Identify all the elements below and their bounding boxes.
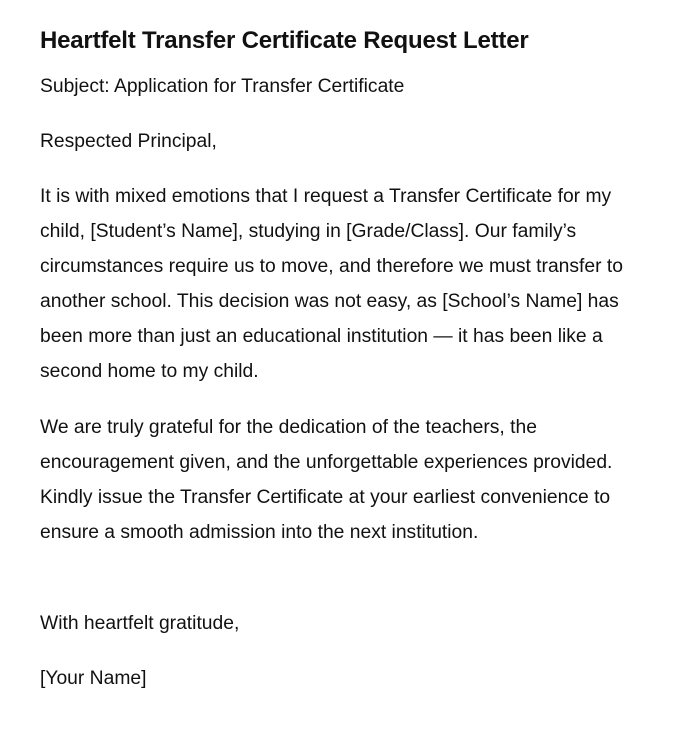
letter-closing: With heartfelt gratitude,	[40, 613, 240, 634]
letter-greeting: Respected Principal,	[40, 131, 217, 152]
letter-body-paragraph: It is with mixed emotions that I request a Transfer Certificate for my child, [Student’s Name], studying in [Grade/Class]. Our family’s circumstances require us to move, and therefore we must transfer to another school. This decision was not easy, as [School’s Name] has been more than just an educational institution — it has been like a second home to my child.	[40, 186, 623, 382]
letter-subject: Subject: Application for Transfer Certificate	[40, 76, 405, 97]
letter-title: Heartfelt Transfer Certificate Request Letter	[40, 27, 529, 54]
letter-signature: [Your Name]	[40, 668, 147, 689]
letter-body-paragraph: We are truly grateful for the dedication of the teachers, the encouragement given, and the unforgettable experiences provided. Kindly issue the Transfer Certificate at your earliest convenience to ensure a smooth admission into the next institution.	[40, 417, 613, 543]
